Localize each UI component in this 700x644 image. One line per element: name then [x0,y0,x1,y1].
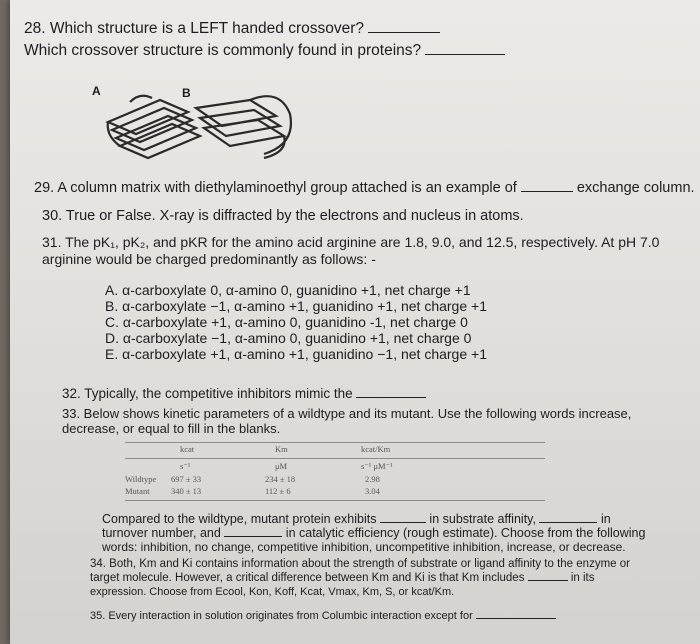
table-unit-km: μM [275,461,288,471]
q33-fill2a: turnover number, and [102,526,221,540]
q31-option-b[interactable]: B. α-carboxylate −1, α-amino +1, guanidino +1, net charge +1 [105,298,487,314]
q31-option-c[interactable]: C. α-carboxylate +1, α-amino 0, guanidino -1, net charge 0 [105,314,468,330]
table-unit-ratio: s⁻¹ μM⁻¹ [361,461,393,471]
q29-tail: exchange column. [576,180,695,196]
q29-blank[interactable] [521,191,573,192]
q35-text: 35. Every interaction in solution originates from Columbic interaction except for [90,610,473,622]
table-header-km: Km [275,444,288,454]
table-unit-kcat: s⁻¹ [180,461,191,471]
q30-text: 30. True or False. X-ray is diffracted by the electrons and nucleus in atoms. [42,208,524,224]
crossover-b-icon [196,96,291,158]
table-cell-kcat: 340 ± 13 [171,486,202,496]
table-cell-km: 112 ± 6 [265,486,291,496]
q33-blank-affinity[interactable] [380,522,426,523]
q28-text2: Which crossover structure is commonly found in proteins? [24,42,422,59]
q33-fill-line1 [102,512,611,526]
q33-fill1b: in substrate affinity, [429,512,536,526]
q28-line2 [24,42,505,60]
q28-line1 [24,20,440,38]
table-cell-ratio: 3.04 [365,486,380,496]
q33-fill2b: in catalytic efficiency (rough estimate). Choose from the following [285,526,646,540]
crossover-a-icon [108,96,200,158]
q33-line1: 33. Below shows kinetic parameters of a wildtype and its mutant. Use the following words increase, [62,406,632,421]
q31-line1: 31. The pK₁, pK₂, and pKR for the amino acid arginine are 1.8, 9.0, and 12.5, respectively. At pH 7.0 [42,234,660,250]
crossover-illustration [100,82,300,162]
kinetics-table [125,440,545,506]
q31-line2: arginine would be charged predominantly as follows: - [42,251,376,267]
q31-option-d[interactable]: D. α-carboxylate −1, α-amino 0, guanidino +1, net charge 0 [105,330,472,346]
q34-line1: 34. Both, Km and Ki contains information about the strength of substrate or ligand affinity to the enzyme or [90,558,630,570]
table-row-name: Mutant [125,486,150,496]
table-header-kcat: kcat [180,444,195,454]
q31-option-e[interactable]: E. α-carboxylate +1, α-amino +1, guanidino −1, net charge +1 [105,346,487,362]
table-cell-km: 234 ± 18 [265,474,296,484]
q33-blank-efficiency[interactable] [224,536,282,537]
q32-line [62,386,426,401]
structure-label-a: A [92,84,101,98]
q32-text: 32. Typically, the competitive inhibitors mimic the [62,386,353,401]
q29-line [34,180,695,196]
table-row-name: Wildtype [125,474,157,484]
q34-text2: target molecule. However, a critical difference between Km and Ki is that Km includes [90,572,525,584]
table-rule-bottom [125,500,545,501]
q33-fill1a: Compared to the wildtype, mutant protein exhibits [102,512,377,526]
q33-fill-line3: words: inhibition, no change, competitive inhibition, uncompetitive inhibition, increase, or decrease. [102,540,626,554]
q33-line2: decrease, or equal to fill in the blanks. [62,421,281,436]
q34-line2 [90,572,595,584]
q34-blank[interactable] [528,580,568,581]
q32-blank[interactable] [356,397,426,398]
q28-blank1[interactable] [368,32,440,33]
q34-tail: in its [570,572,595,584]
q31-option-a[interactable]: A. α-carboxylate 0, α-amino 0, guanidino +1, net charge +1 [105,282,471,298]
structure-label-b: B [182,86,191,100]
worksheet-page [10,0,700,644]
table-cell-kcat: 697 ± 33 [171,474,202,484]
q33-fill-line2 [102,526,645,540]
q35-line [90,610,556,622]
q33-blank-turnover[interactable] [539,522,597,523]
table-header-ratio: kcat/Km [361,444,391,454]
q35-blank[interactable] [476,618,556,619]
q28-text1: 28. Which structure is a LEFT handed crossover? [24,20,365,37]
q28-blank2[interactable] [425,54,505,55]
q29-text: 29. A column matrix with diethylaminoethyl group attached is an example of [34,180,517,196]
table-rule-mid [125,458,545,459]
table-cell-ratio: 2.98 [365,474,380,484]
q34-line3: expression. Choose from Ecool, Kon, Koff, Kcat, Vmax, Km, S, or kcat/Km. [90,586,455,598]
table-rule-top [125,442,545,443]
q33-fill1c: in [600,512,611,526]
